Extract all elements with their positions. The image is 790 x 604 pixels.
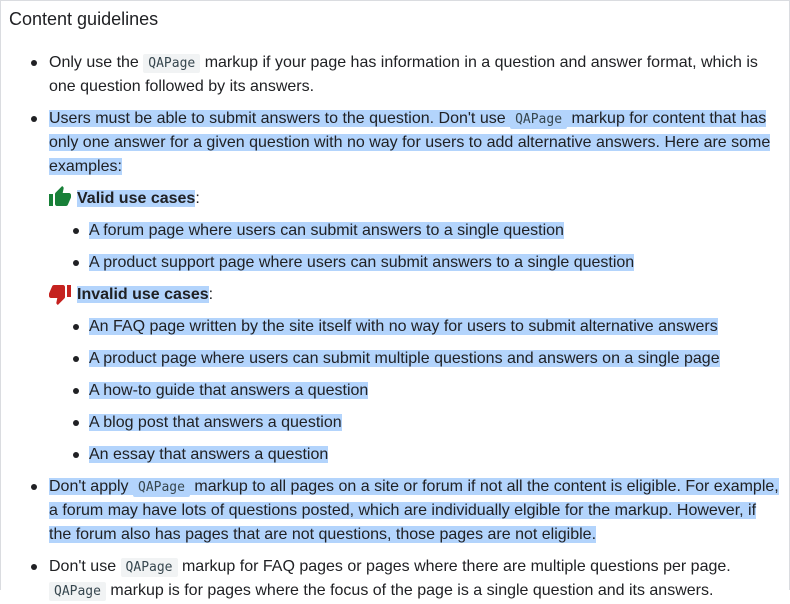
invalid-use-cases-heading [77, 283, 213, 307]
bullet-dot [73, 452, 79, 458]
bullet-dot [31, 484, 37, 490]
text-run: one question followed by its answers. [49, 78, 315, 95]
selected-text: A product support page where users can submit answers to a single question [89, 254, 635, 271]
valid-use-cases-heading [77, 187, 200, 211]
selected-text: only one answer for a given question with no way for users to add alternative answers. Here are some [49, 134, 771, 151]
bullet-3-line-3 [49, 523, 596, 547]
selected-text: examples: [49, 158, 122, 175]
bullet-4-line-2 [49, 579, 713, 604]
list-item [89, 379, 368, 403]
list-item [89, 219, 564, 243]
text-run: Don't apply [49, 478, 129, 495]
selected-text [49, 110, 766, 127]
list-item [89, 251, 634, 275]
selected-text [49, 478, 779, 495]
bullet-3-line-2 [49, 499, 756, 523]
selected-text: A blog post that answers a question [89, 414, 342, 431]
text-run: Don't use [49, 558, 117, 575]
bullet-dot [73, 388, 79, 394]
bullet-3-line-1 [49, 475, 779, 500]
colon: : [208, 286, 214, 303]
bullet-dot [73, 324, 79, 330]
bullet-dot [31, 116, 37, 122]
text-run: markup is for pages where the focus of the page is a single question and its answers. [110, 582, 714, 599]
selected-text: An essay that answers a question [89, 446, 329, 463]
invalid-label: Invalid use cases [77, 286, 209, 303]
text-run: Only use the [49, 54, 139, 71]
list-item [89, 315, 718, 339]
text-run: markup for content that has [571, 110, 767, 127]
code-qapage: QAPage [143, 54, 200, 73]
bullet-2-line-1 [49, 107, 766, 132]
colon: : [195, 190, 200, 207]
bullet-1-line-2 [49, 75, 314, 99]
selected-text: a forum may have lots of questions posted, which are individually elgible for the markup. However, if [49, 502, 757, 519]
code-qapage: QAPage [510, 110, 567, 129]
list-item [89, 443, 328, 467]
text-run: Users must be able to submit answers to the question. Don't use [49, 110, 506, 127]
code-qapage: QAPage [121, 558, 178, 577]
code-qapage: QAPage [49, 582, 106, 601]
selected-text: A how-to guide that answers a question [89, 382, 369, 399]
selected-text: A product page where users can submit multiple questions and answers on a single page [89, 350, 720, 367]
bullet-2-line-2 [49, 131, 770, 155]
bullet-dot [73, 356, 79, 362]
code-qapage: QAPage [133, 478, 190, 497]
thumb-up-icon [48, 185, 72, 209]
text-run: markup if your page has information in a question and answer format, which is [204, 54, 758, 71]
text-run: markup to all pages on a site or forum if not all the content is eligible. For example, [194, 478, 779, 495]
selected-text: An FAQ page written by the site itself with no way for users to submit alternative answers [89, 318, 718, 335]
bullet-2-line-3 [49, 155, 122, 179]
bullet-dot [73, 420, 79, 426]
bullet-1-line-1 [49, 51, 758, 76]
list-item [89, 411, 342, 435]
thumb-down-icon [48, 282, 72, 306]
bullet-dot [73, 260, 79, 266]
valid-label: Valid use cases [77, 190, 196, 207]
selected-text: the forum also has pages that are not questions, those pages are not eligible. [49, 526, 597, 543]
page-title: Content guidelines [9, 9, 159, 29]
bullet-4-line-1 [49, 555, 731, 580]
bullet-dot [31, 564, 37, 570]
bullet-dot [31, 60, 37, 66]
list-item [89, 347, 720, 371]
selected-text: A forum page where users can submit answers to a single question [89, 222, 564, 239]
bullet-dot [73, 228, 79, 234]
text-run: markup for FAQ pages or pages where there are multiple questions per page. [181, 558, 731, 575]
